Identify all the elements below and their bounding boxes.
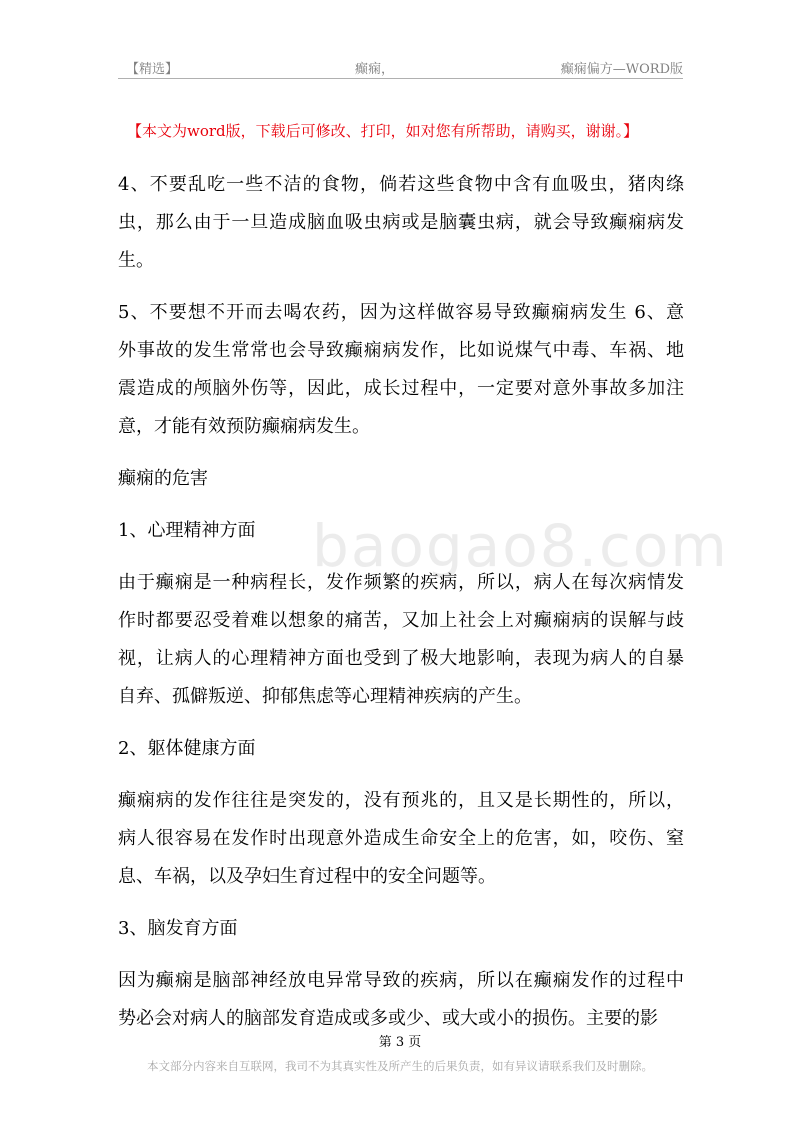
header-right-label: 癫痫偏方—WORD版 [560, 62, 683, 77]
paragraph [118, 730, 684, 768]
paragraph-line: 2、躯体健康方面 [118, 738, 256, 759]
paragraph-line: 由于癫痫是一种病程长，发作频繁的疾病，所以，病人在每次病情发 [118, 572, 684, 593]
paragraph-gap [118, 768, 684, 782]
paragraph [118, 166, 684, 280]
paragraph-line: 1、心理精神方面 [118, 520, 256, 541]
paragraph [118, 512, 684, 550]
paragraph-line: 病人很容易在发作时出现意外造成生命安全上的危害，如，咬伤、窒 [118, 828, 684, 849]
paragraph-line: 5、不要想不开而去喝农药，因为这样做容易导致癫痫病发生 6、意 [118, 302, 684, 323]
paragraph-line: 癫痫病的发作往往是突发的，没有预兆的，且又是长期性的，所以， [118, 790, 684, 811]
paragraph-line: 4、不要乱吃一些不洁的食物，倘若这些食物中含有血吸虫，猪肉绦 [118, 174, 684, 195]
paragraph [118, 910, 684, 948]
paragraph-gap [118, 498, 684, 512]
paragraph-line: 自弃、孤僻叛逆、抑郁焦虑等心理精神疾病的产生。 [118, 686, 532, 707]
footer-disclaimer: 本文部分内容来自互联网，我司不为其真实性及所产生的后果负责，如有异议请联系我们及时删除。 [147, 1059, 653, 1073]
paragraph-line: 意，才能有效预防癫痫病发生。 [118, 416, 370, 437]
page-header [118, 54, 683, 79]
paragraph-line: 外事故的发生常常也会导致癫痫病发作，比如说煤气中毒、车祸、地 [118, 340, 684, 361]
paragraph-line: 虫，那么由于一旦造成脑血吸虫病或是脑囊虫病，就会导致癫痫病发 [118, 212, 684, 233]
paragraph-line: 因为癫痫是脑部神经放电异常导致的疾病，所以在癫痫发作的过程中 [118, 970, 684, 991]
paragraph-line: 作时都要忍受着难以想象的痛苦，又加上社会上对癫痫病的误解与歧 [118, 610, 684, 631]
paragraph-line: 3、脑发育方面 [118, 918, 238, 939]
paragraph-gap [118, 716, 684, 730]
header-center-label: 癫痫， [355, 62, 395, 77]
paragraph-line: 震造成的颅脑外伤等，因此，成长过程中，一定要对意外事故多加注 [118, 378, 684, 399]
paragraph-gap [118, 948, 684, 962]
paragraph-line: 视，让病人的心理精神方面也受到了极大地影响，表现为病人的自暴 [118, 648, 684, 669]
paragraph-gap [118, 550, 684, 564]
paragraph [118, 782, 684, 896]
paragraph-gap [118, 280, 684, 294]
page-number: 第 3 页 [378, 1035, 422, 1050]
paragraph [118, 962, 684, 1038]
paragraph-line: 生。 [118, 250, 154, 271]
paragraph-gap [118, 896, 684, 910]
paragraph [118, 564, 684, 716]
header-left-label: 【精选】 [126, 62, 179, 77]
paragraph-line: 势必会对病人的脑部发育造成或多或少、或大或小的损伤。主要的影 [118, 1008, 658, 1029]
paragraph-gap [118, 446, 684, 460]
watermark: baogao8.com [312, 512, 729, 580]
paragraph [118, 460, 684, 498]
paragraph-line: 癫痫的危害 [118, 468, 208, 489]
document-body [118, 166, 684, 1038]
download-notice: 【本文为word版，下载后可修改、打印，如对您有所帮助，请购买，谢谢。】 [127, 122, 639, 140]
paragraph [118, 294, 684, 446]
paragraph-line: 息、车祸，以及孕妇生育过程中的安全问题等。 [118, 866, 496, 887]
